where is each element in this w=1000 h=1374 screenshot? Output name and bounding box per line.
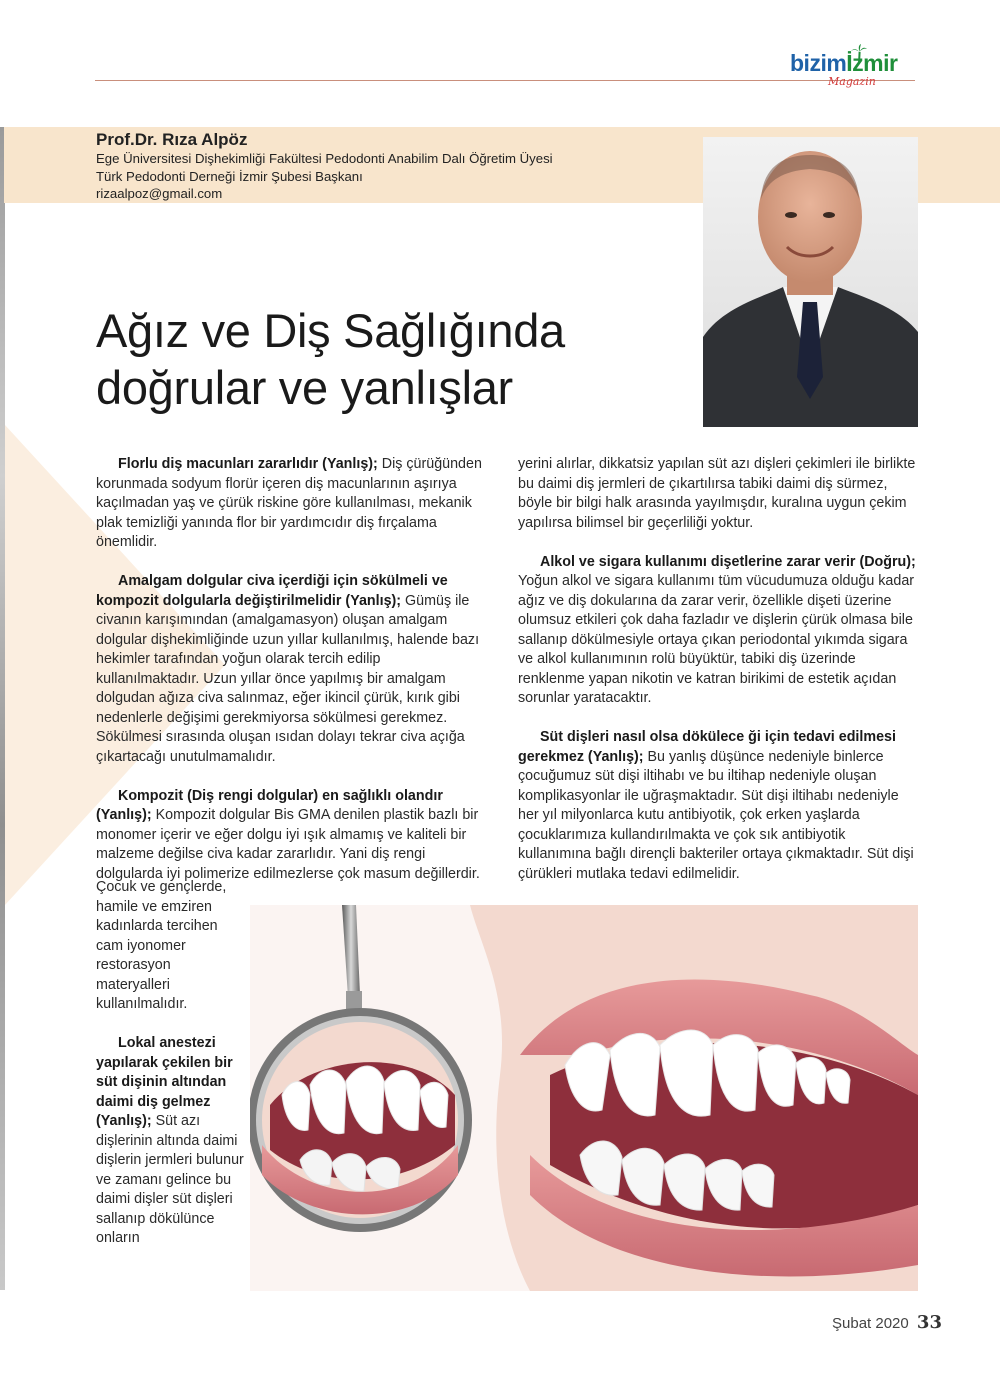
text-anesthesia-cont: yerini alırlar, dikkatsiz yapılan süt azı dişleri çekimleri ile birlikte bu daimi diş jermleri de çıkartılırsa tabiki daimi diş sürmez, böyle bir bilgi halk arasında yayılmışdır, kuralına uygun çekim yapılırsa bilimsel bir geçerliliği yoktur.	[518, 456, 916, 531]
heading-anesthesia: Lokal anestezi yapılarak çekilen bir süt dişinin altından daimi diş gelmez (Yanlış);	[96, 1035, 233, 1129]
teeth-mirror-photo	[250, 905, 918, 1291]
text-composite: Kompozit dolgular Bis GMA denilen plastik bazlı bir monomer içerir ve eğer dolgu iyi ışık almamış ve kaliteli bir malzeme değilse civa kadar zararlıdır. Yani diş rengi dolgularda iyi polimerize edilmezlerse çok masum değillerdir.	[96, 807, 480, 882]
page-number: 33	[916, 1312, 942, 1333]
title-line1: Ağız ve Diş Sağlığında	[96, 304, 565, 357]
text-anesthesia: Süt azı dişlerinin altında daimi dişlerin jermleri bulunur ve zamanı gelince bu daimi dişler süt dişleri sallanıp dökülünce onların	[96, 1113, 244, 1246]
heading-milk-teeth: Süt dişleri nasıl olsa dökülece ği için tedavi edilmesi gerekmez (Yanlış);	[518, 729, 896, 765]
paragraph-composite-cont	[96, 878, 246, 1015]
author-name: Prof.Dr. Rıza Alpöz	[96, 130, 248, 149]
heading-composite: Kompozit (Diş rengi dolgular) en sağlıklı olandır (Yanlış);	[96, 787, 443, 823]
author-affiliation: Ege Üniversitesi Dişhekimliği Fakültesi Pedodonti Anabilim Dalı Öğretim Üyesi	[96, 151, 553, 166]
article-column-left	[96, 455, 486, 904]
page-footer	[832, 1312, 942, 1333]
issue-date: Şubat 2020	[832, 1315, 909, 1332]
logo-wordmark	[790, 50, 897, 77]
title-line2: doğrular ve yanlışlar	[96, 361, 513, 414]
heading-amalgam: Amalgam dolgular civa içerdiği için sökülmeli ve kompozit dolgularla değiştirilmelidir (Yanlış);	[96, 573, 448, 609]
paragraph-anesthesia-cont	[518, 455, 918, 533]
text-composite-cont: Çocuk ve gençlerde, hamile ve emziren kadınlarda tercihen cam iyonomer restorasyon materyalleri kullanılmalıdır.	[96, 879, 227, 1012]
article-column-left-narrow	[96, 878, 246, 1268]
logo-part2: İzmir	[846, 50, 898, 76]
paragraph-fluoride	[96, 455, 486, 553]
heading-alcohol: Alkol ve sigara kullanımı dişetlerine zarar verir (Doğru);	[540, 553, 916, 570]
author-position: Türk Pedodonti Derneği İzmir Şubesi Başkanı	[96, 168, 363, 184]
article-column-right	[518, 455, 918, 904]
text-fluoride: Diş çürüğünden korunmada sodyum florür içeren diş macunlarının aşırıya kaçılmadan yaş ve çürük riskine göre kullanılması, mekanik plak temizliği yanında flor bir yardımcıdır diş fırçalama önemlidir.	[96, 456, 482, 550]
author-email[interactable]: rizaalpoz@gmail.com	[96, 186, 223, 201]
text-amalgam: Gümüş ile civanın karışımından (amalgamasyon) oluşan amalgam dolgular dişhekimliğinde uzun yıllar kullanılmış, halende bazı hekimler tarafından yoğun olarak tercih edilip kullanılmaktadır. Uzun yıllar önce yapılmış bir amalgam dolgudan ağıza civa salınmaz, eğer ikincil çürük, kırık gibi nedenlerle değişimi gerekmiyorsa sökülmesi gerekmez. Sökülmesi sırasında oluşan ısıdan dolayı tekrar civa açığa çıkartacağı unutulmamalıdır.	[96, 592, 480, 765]
text-milk-teeth: Bu yanlış düşünce nedeniyle binlerce çocuğumuz süt dişi iltihabı ve bu iltihap nedeniyle oluşan komplikasyonlar ile uğraşmaktadır. Süt dişi iltihabı nedeniyle her yıl milyonlarca kutu antibiyotik, çok erken yaşlarda çocuklarımıza kullandırılmakta ve çok sık antibiyotik kullanımına bağlı dirençli bakteriler ortaya çıkmaktadır. Süt dişi çürükleri mutlaka tedavi edilmelidir.	[518, 748, 914, 882]
paragraph-alcohol	[518, 553, 918, 709]
paragraph-amalgam	[96, 572, 486, 767]
logo-part1: bizim	[790, 50, 847, 76]
paragraph-anesthesia	[96, 1034, 246, 1249]
author-portrait	[703, 137, 918, 427]
paragraph-composite	[96, 787, 486, 885]
logo-subtitle: Magazin	[828, 75, 876, 88]
heading-fluoride: Florlu diş macunları zararlıdır (Yanlış);	[118, 456, 378, 472]
paragraph-milk-teeth	[518, 728, 918, 884]
article-title	[96, 302, 565, 416]
magazine-logo[interactable]	[790, 44, 920, 92]
text-alcohol: Yoğun alkol ve sigara kullanımı tüm vücudumuza olduğu kadar ağız ve diş dokularına da zarar verir, özellikle dişeti üzerine olumsuz etkileri çok daha fazladır ve dişlerin çürük olmasa bile sallanıp dökülmesiyle ortaya çıkan periodontal yıkımda sigara ve alkol kullanımının rolü büyüktür, tabiki diş üzerinde renklenme yapan nikotin ve katran birikimi de estetik açıdan sorunlar yaratacaktır.	[518, 573, 915, 706]
